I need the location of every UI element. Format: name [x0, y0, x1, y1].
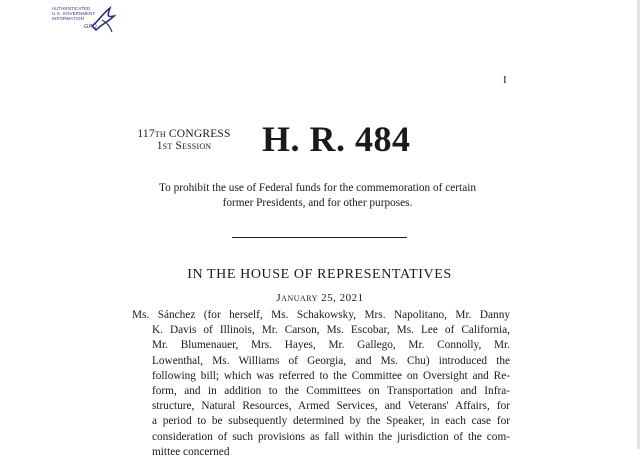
congress-number: 117th CONGRESS	[137, 128, 231, 140]
intro-line: Ms. Sánchez (for herself, Ms. Schakowsky, Mrs. Napolitano, Mr. Danny	[132, 309, 510, 321]
seal-line: U.S. GOVERNMENT	[52, 11, 96, 16]
purpose-line: former Presidents, and for other purposes.	[222, 197, 413, 209]
intro-line: Mr. Blumenauer, Mrs. Hayes, Mr. Gallego, Mr. Connolly, Mr.	[152, 339, 510, 352]
seal-line: GPO	[84, 24, 97, 30]
bill-purpose	[135, 181, 500, 211]
intro-line: structure, Natural Resources, Armed Services, and Veterans' Affairs, for	[152, 400, 510, 413]
house-heading: IN THE HOUSE OF REPRESENTATIVES	[187, 267, 452, 282]
intro-line: Lowenthal, Ms. Williams of Georgia, and Ms. Chu) introduced the	[152, 354, 510, 367]
seal-line: INFORMATION	[52, 16, 84, 21]
intro-line: K. Davis of Illinois, Mr. Carson, Ms. Escobar, Ms. Lee of California,	[152, 324, 510, 337]
purpose-line: To prohibit the use of Federal funds for the commemoration of certain	[159, 182, 476, 194]
congress-session	[128, 128, 240, 152]
page-mark: I	[503, 74, 507, 86]
intro-line: mittee concerned	[152, 445, 230, 458]
divider-rule	[232, 237, 407, 238]
eagle-icon	[88, 4, 118, 34]
introduction-date: January 25, 2021	[276, 292, 364, 304]
intro-line: following bill; which was referred to the Committee on Oversight and Re-	[152, 369, 510, 382]
gpo-authentication-seal	[52, 4, 124, 38]
intro-line: form, and in addition to the Committees on Transportation and Infra-	[152, 385, 510, 398]
intro-line: a period to be subsequently determined by the Speaker, in each case for	[152, 415, 510, 428]
introduction-paragraph	[132, 308, 510, 460]
bill-number: H. R. 484	[262, 119, 411, 159]
session-number: 1st Session	[156, 140, 212, 152]
intro-line: consideration of such provisions as fall within the jurisdiction of the com-	[152, 430, 510, 443]
seal-line: AUTHENTICATED	[52, 6, 91, 11]
